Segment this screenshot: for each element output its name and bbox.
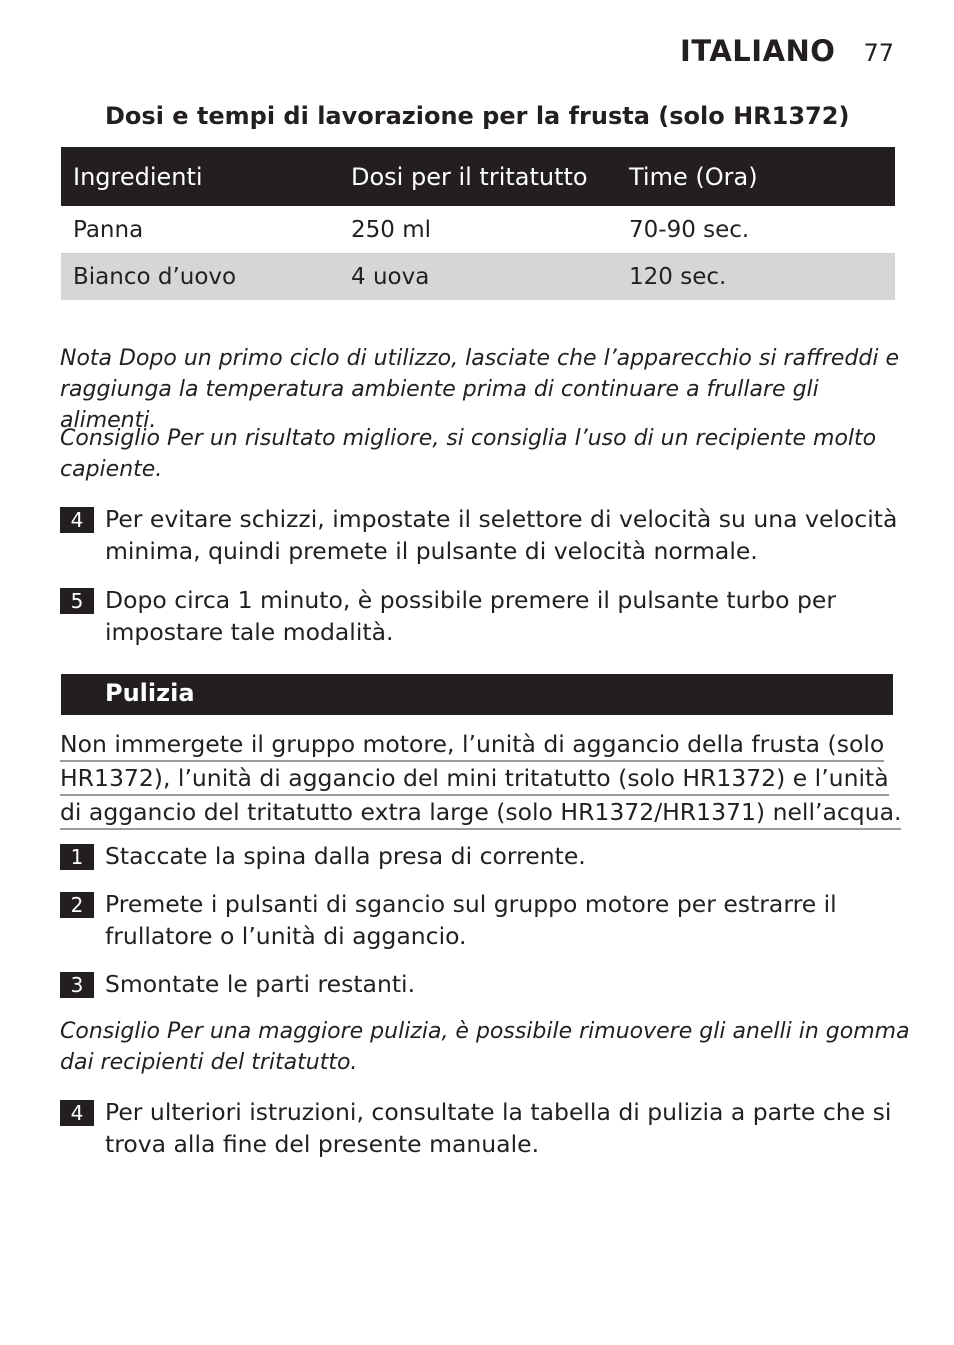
section-header [61, 674, 893, 715]
table-cell: Panna [73, 216, 144, 243]
warning-line: HR1372), l’unità di aggancio del mini tritatutto (solo HR1372) e l’unità [60, 762, 889, 796]
step-text [105, 968, 905, 1000]
step-text [105, 888, 905, 952]
tip-line: dai recipienti del tritatutto. [60, 1050, 358, 1075]
column-header: Ingredienti [73, 162, 203, 191]
step-number: 2 [60, 892, 94, 918]
tip-line: capiente. [60, 457, 163, 482]
step-number: 3 [60, 972, 94, 998]
tip-paragraph [60, 423, 910, 485]
tip-line: Consiglio Per una maggiore pulizia, è possibile rimuovere gli anelli in gomma [60, 1019, 910, 1044]
tip-line: Consiglio Per un risultato migliore, si consiglia l’uso di un recipiente molto [60, 426, 877, 451]
step-number: 4 [60, 507, 94, 533]
dosage-table [61, 147, 895, 300]
step-number: 1 [60, 844, 94, 870]
step-text [105, 840, 905, 872]
page-header [680, 34, 894, 68]
warning-line: di aggancio del tritatutto extra large (solo HR1372/HR1371) nell’acqua. [60, 796, 901, 830]
table-header-row [61, 147, 895, 206]
table-cell: 4 uova [351, 264, 430, 290]
step-number: 5 [60, 588, 94, 614]
page-number: 77 [863, 39, 894, 67]
warning-line: Non immergete il gruppo motore, l’unità di aggancio della frusta (solo [60, 728, 884, 762]
table-cell: 250 ml [351, 216, 432, 243]
column-header: Time (Ora) [629, 162, 758, 191]
step-line: trova alla fine del presente manuale. [105, 1130, 540, 1158]
note-line: Nota Dopo un primo ciclo di utilizzo, lasciate che l’apparecchio si raffreddi e [60, 346, 899, 371]
step-line: impostare tale modalità. [105, 618, 394, 646]
table-title: Dosi e tempi di lavorazione per la frusta (solo HR1372) [105, 102, 850, 130]
step-text [105, 584, 905, 648]
section-title: Pulizia [105, 679, 195, 707]
step-text [105, 503, 905, 567]
table-cell: Bianco d’uovo [73, 264, 237, 290]
step-line: Per ulteriori istruzioni, consultate la tabella di pulizia a parte che si [105, 1098, 892, 1126]
note-line: raggiunga la temperatura ambiente prima di continuare a frullare gli alimenti. [60, 377, 819, 433]
step-number: 4 [60, 1100, 94, 1126]
table-row [61, 206, 895, 254]
step-line: frullatore o l’unità di aggancio. [105, 922, 467, 950]
table-cell: 120 sec. [629, 264, 727, 290]
step-line: Dopo circa 1 minuto, è possibile premere il pulsante turbo per [105, 586, 836, 614]
warning-paragraph [60, 728, 900, 830]
step-line: Per evitare schizzi, impostate il selettore di velocità su una velocità [105, 505, 898, 533]
column-header: Dosi per il tritatutto [351, 162, 588, 191]
step-text [105, 1096, 905, 1160]
step-line: minima, quindi premete il pulsante di velocità normale. [105, 537, 758, 565]
step-line: Staccate la spina dalla presa di corrente. [105, 842, 586, 870]
step-line: Smontate le parti restanti. [105, 970, 416, 998]
table-cell: 70-90 sec. [629, 216, 750, 243]
step-line: Premete i pulsanti di sgancio sul gruppo motore per estrarre il [105, 890, 837, 918]
language-label: ITALIANO [680, 34, 836, 68]
table-row [61, 254, 895, 300]
tip-paragraph [60, 1016, 910, 1078]
